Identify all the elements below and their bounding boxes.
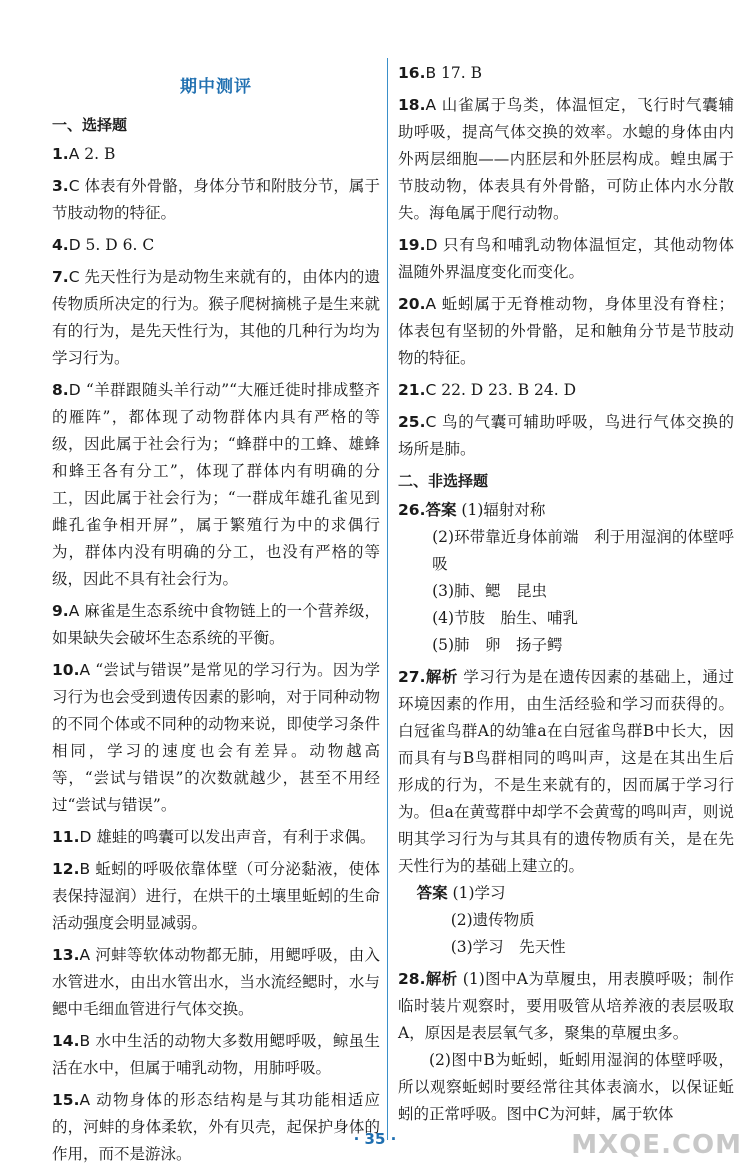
answer-line: (1)学习 <box>452 884 506 902</box>
analysis-text: (2)图中B为蚯蚓，蚯蚓用湿润的体壁呼吸，所以观察蚯蚓时要经常往其体表滴水，以保证蚯蚓的正常呼吸。图中C为河蚌，属于软体 <box>398 1051 734 1123</box>
answer-line: (3)肺、鳃 昆虫 <box>432 582 548 600</box>
answer-explanation: 河蚌等软体动物都无肺，用鳃呼吸，由入水管进水，由出水管出水，当水流经鳃时，水与鳃中毛细血管进行气体交换。 <box>52 946 380 1018</box>
answer-explanation: 22. D 23. B 24. D <box>436 381 577 399</box>
answer-explanation: 只有鸟和哺乳动物体温恒定，其他动物体温随外界温度变化而变化。 <box>398 236 734 281</box>
answer-item-26 <box>398 497 734 659</box>
answer-item <box>52 824 380 851</box>
answer-explanation: 麻雀是生态系统中食物链上的一个营养级，如果缺失会破坏生态系统的平衡。 <box>52 602 380 647</box>
watermark-logo: MXQE.COM <box>571 1130 742 1160</box>
answer-explanation: “尝试与错误”是常见的学习行为。因为学习行为也会受到遗传因素的影响，对于同种动物的不同个体或不同种的动物来说，即使学习条件相同，学习的速度也会有差异。动物越高等，“尝试与错误”的次数就越少，甚至不用经过“尝试与错误”。 <box>52 661 380 814</box>
answer-choice: A <box>68 145 80 163</box>
section-heading-nonchoice: 二、非选择题 <box>398 472 489 490</box>
answer-item <box>52 856 380 937</box>
answer-item <box>52 942 380 1023</box>
question-number: 15. <box>52 1091 80 1109</box>
answer-choice: D <box>79 828 92 846</box>
question-number: 18. <box>398 96 426 114</box>
answer-choice: A <box>425 295 437 313</box>
answer-line: (2)环带靠近身体前端 利于用湿润的体壁呼吸 <box>432 528 734 573</box>
question-number: 28. <box>398 970 426 988</box>
answer-choice: B <box>79 1032 91 1050</box>
question-number: 25. <box>398 413 426 431</box>
question-number: 16. <box>398 64 426 82</box>
answer-choice: C <box>68 268 80 286</box>
answer-choice: B <box>425 64 437 82</box>
answer-choice: B <box>79 860 91 878</box>
answer-explanation: 动物身体的形态结构是与其功能相适应的，河蚌的身体柔软，外有贝壳，起保护身体的作用，而不是游泳。 <box>52 1091 380 1163</box>
right-answer-list <box>398 60 734 463</box>
question-number: 19. <box>398 236 426 254</box>
answer-choice: D <box>68 236 81 254</box>
answer-choice: A <box>79 946 91 964</box>
question-number: 27. <box>398 668 426 686</box>
answer-item-28 <box>398 966 734 1128</box>
question-number: 12. <box>52 860 80 878</box>
question-number: 21. <box>398 381 426 399</box>
answer-choice: C <box>425 413 437 431</box>
answer-choice: A <box>79 661 91 679</box>
page-number: · 35 · <box>353 1130 397 1148</box>
answer-line: (3)学习 先天性 <box>450 938 566 956</box>
page-title: 期中测评 <box>180 77 252 97</box>
answer-item <box>398 92 734 227</box>
section-heading-choice: 一、选择题 <box>52 116 128 134</box>
answer-item-27 <box>398 664 734 961</box>
question-number: 11. <box>52 828 80 846</box>
answer-choice: D <box>68 381 81 399</box>
answer-item <box>52 377 380 593</box>
left-column <box>52 110 380 1173</box>
answer-explanation: 2. B <box>79 145 116 163</box>
answer-explanation: 5. D 6. C <box>80 236 155 254</box>
answer-label: 答案 <box>416 884 448 902</box>
question-number: 13. <box>52 946 80 964</box>
answer-choice: C <box>68 177 80 195</box>
answer-item <box>398 291 734 372</box>
answer-line: (1)辐射对称 <box>461 501 546 519</box>
answer-choice: A <box>79 1091 91 1109</box>
answer-explanation: 蚯蚓的呼吸依靠体壁（可分泌黏液，使体表保持湿润）进行，在烘干的土壤里蚯蚓的生命活动强度会明显减弱。 <box>52 860 380 932</box>
answer-explanation: 水中生活的动物大多数用鳃呼吸，鲸虽生活在水中，但属于哺乳动物，用肺呼吸。 <box>52 1032 380 1077</box>
answer-item <box>398 409 734 463</box>
answer-item <box>52 598 380 652</box>
column-divider <box>387 58 388 1140</box>
answer-explanation: 17. B <box>436 64 483 82</box>
analysis-text: (1)图中A为草履虫，用表膜呼吸；制作临时装片观察时，要用吸管从培养液的表层吸取A，原因是表层氧气多，聚集的草履虫多。 <box>398 970 734 1042</box>
answer-item <box>52 1087 380 1168</box>
answer-explanation: 蚯蚓属于无脊椎动物，身体里没有脊柱；体表包有坚韧的外骨骼，足和触角分节是节肢动物的特征。 <box>398 295 734 367</box>
answer-item <box>52 1028 380 1082</box>
question-number: 20. <box>398 295 426 313</box>
right-column <box>398 60 734 1133</box>
answer-item <box>52 232 380 259</box>
answer-item <box>398 377 734 404</box>
analysis-label: 解析 <box>425 970 458 988</box>
question-number: 3. <box>52 177 69 195</box>
answer-item <box>52 173 380 227</box>
answer-explanation: 雄蛙的鸣囊可以发出声音，有利于求偶。 <box>91 828 376 846</box>
answer-explanation: 体表有外骨骼，身体分节和附肢分节，属于节肢动物的特征。 <box>52 177 380 222</box>
answer-item <box>52 264 380 372</box>
answer-label: 答案 <box>425 501 457 519</box>
answer-line: (5)肺 卵 扬子鳄 <box>432 636 563 654</box>
question-number: 9. <box>52 602 69 620</box>
answer-choice: A <box>425 96 437 114</box>
answer-explanation: 鸟的气囊可辅助呼吸，鸟进行气体交换的场所是肺。 <box>398 413 734 458</box>
question-number: 8. <box>52 381 69 399</box>
left-answer-list <box>52 141 380 1168</box>
answer-explanation: “羊群跟随头羊行动”“大雁迁徙时排成整齐的雁阵”，都体现了动物群体内具有严格的等级，因此属于社会行为；“蜂群中的工蜂、雄蜂和蜂王各有分工”，体现了群体内有明确的分工，因此属于社会行为；“一群成年雄孔雀见到雌孔雀争相开屏”，属于繁殖行为中的求偶行为，群体内没有明确的分工，也没有严格的等级，因此不具有社会行为。 <box>52 381 380 588</box>
answer-item <box>398 60 734 87</box>
analysis-label: 解析 <box>425 668 458 686</box>
answer-item <box>52 657 380 819</box>
answer-line: (2)遗传物质 <box>450 911 535 929</box>
analysis-text: 学习行为是在遗传因素的基础上，通过环境因素的作用，由生活经验和学习而获得的。白冠雀鸟群A的幼雏a在白冠雀鸟群B中长大，因而具有与B鸟群相同的鸣叫声，这是在其出生后形成的行为，不是生来就有的，因而属于学习行为。但a在黄莺群中却学不会黄莺的鸣叫声，则说明其学习行为与其具有的遗传物质有关，是在先天性行为的基础上建立的。 <box>398 668 734 875</box>
answer-line: (4)节肢 胎生、哺乳 <box>432 609 579 627</box>
answer-explanation: 先天性行为是动物生来就有的，由体内的遗传物质所决定的行为。猴子爬树摘桃子是生来就有的行为，是先天性行为，其他的几种行为均为学习行为。 <box>52 268 380 367</box>
question-number: 1. <box>52 145 69 163</box>
question-number: 26. <box>398 501 426 519</box>
question-number: 7. <box>52 268 69 286</box>
answer-item <box>398 232 734 286</box>
question-number: 4. <box>52 236 69 254</box>
answer-choice: D <box>425 236 438 254</box>
answer-choice: A <box>68 602 80 620</box>
answer-choice: C <box>425 381 437 399</box>
question-number: 10. <box>52 661 80 679</box>
question-number: 14. <box>52 1032 80 1050</box>
answer-item <box>52 141 380 168</box>
answer-explanation: 山雀属于鸟类，体温恒定，飞行时气囊辅助呼吸，提高气体交换的效率。水螅的身体由内外两层细胞——内胚层和外胚层构成。蝗虫属于节肢动物，体表具有外骨骼，可防止体内水分散失。海龟属于爬行动物。 <box>398 96 734 222</box>
